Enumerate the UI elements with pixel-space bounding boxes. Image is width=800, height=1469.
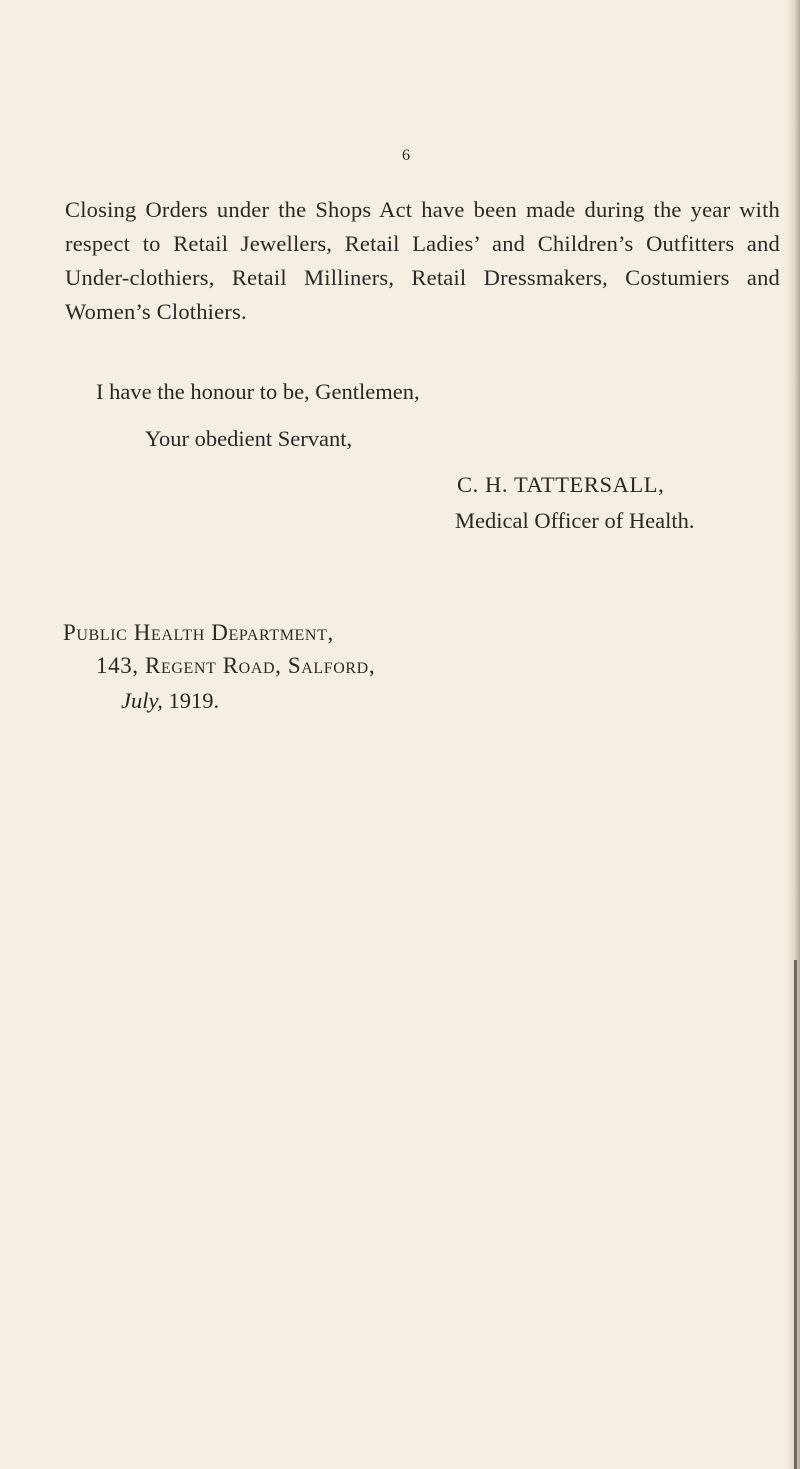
date-month: July, bbox=[121, 688, 163, 713]
signature-name: C. H. TATTERSALL, bbox=[457, 472, 665, 497]
body-paragraph: Closing Orders under the Shops Act have been made during the year with respect to Retail Jewellers, Retail Ladies’ and Children’s Outfitters and Under-clothiers, Retail Milliners, Retail Dressmakers, Costumiers and Women’s Clothiers. bbox=[65, 197, 780, 324]
page-edge-line bbox=[794, 960, 797, 1469]
date-year: 1919. bbox=[168, 688, 220, 713]
signature-role: Medical Officer of Health. bbox=[455, 508, 695, 533]
closing-salutation: I have the honour to be, Gentlemen, bbox=[96, 379, 420, 404]
page-edge-shadow bbox=[786, 0, 800, 1469]
page-number: 6 bbox=[402, 147, 410, 164]
address-street: 143, Regent Road, Salford, bbox=[96, 653, 376, 678]
address-department: Public Health Department, bbox=[63, 620, 334, 645]
closing-servant: Your obedient Servant, bbox=[145, 426, 353, 451]
date-line bbox=[121, 688, 219, 714]
